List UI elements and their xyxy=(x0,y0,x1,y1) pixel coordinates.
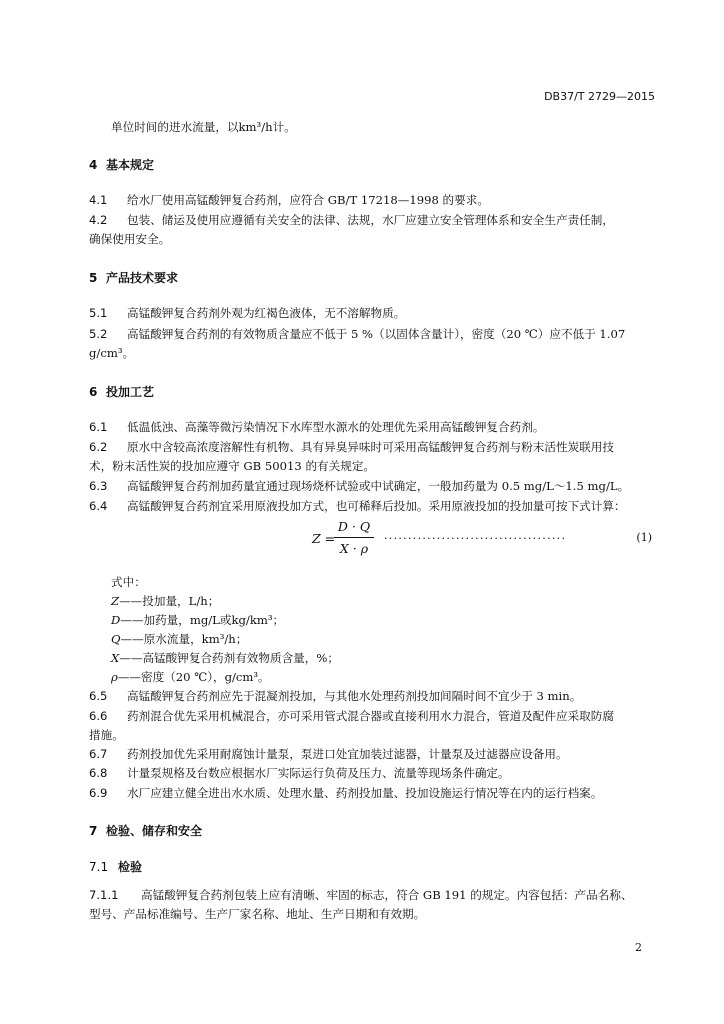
clause-text: 药剂投加优先采用耐腐蚀计量泵，泵进口处宜加装过滤器，计量泵及过滤器应设备用。 xyxy=(127,747,568,761)
formula-denominator: X · ρ xyxy=(339,541,369,556)
where-item-x xyxy=(111,651,339,666)
clause-4-2-continued: 确保使用安全。 xyxy=(89,232,171,246)
formula-numerator: D · Q xyxy=(337,519,371,534)
clause-5-2 xyxy=(89,327,625,342)
formula-leader-dots: ...................................... xyxy=(384,529,567,542)
clause-text: 高锰酸钾复合药剂宜采用原液投加方式，也可稀释后投加。采用原液投加的投加量可按下式计算： xyxy=(127,499,626,513)
formula-fraction xyxy=(334,519,374,557)
clause-text: 高锰酸钾复合药剂的有效物质含量应不低于 5 %（以固体含量计），密度（20 ℃）应不低于 1.07 xyxy=(127,327,626,341)
clause-5-1 xyxy=(89,306,405,321)
clause-number: 5.1 xyxy=(89,306,108,320)
clause-number: 6.1 xyxy=(89,420,108,434)
clause-6-6 xyxy=(89,709,614,724)
where-item-d xyxy=(111,613,284,628)
where-item-z xyxy=(111,594,219,609)
intro-line: 单位时间的进水流量，以km³/h计。 xyxy=(111,120,296,134)
clause-6-5 xyxy=(89,689,581,704)
fraction-bar xyxy=(334,537,374,538)
clause-4-1 xyxy=(89,193,489,208)
clause-number: 6.6 xyxy=(89,709,108,723)
where-label: 式中： xyxy=(111,575,146,589)
clause-5-2-continued: g/cm³。 xyxy=(89,346,135,360)
section-number: 7 xyxy=(89,824,98,838)
section-title: 产品技术要求 xyxy=(106,271,179,285)
document-code-header: DB37/T 2729—2015 xyxy=(544,90,655,103)
clause-7-1-1-continued: 型号、产品标准编号、生产厂家名称、地址、生产日期和有效期。 xyxy=(89,907,426,921)
clause-number: 6.9 xyxy=(89,786,108,800)
section-5-heading xyxy=(89,269,178,286)
subsection-7-1-heading xyxy=(89,858,142,875)
clause-text: 给水厂使用高锰酸钾复合药剂，应符合 GB/T 17218—1998 的要求。 xyxy=(127,193,489,207)
variable-description: ——加药量，mg/L或kg/km³； xyxy=(120,613,285,627)
clause-text: 低温低浊、高藻等微污染情况下水库型水源水的处理优先采用高锰酸钾复合药剂。 xyxy=(127,420,545,434)
clause-6-2-continued: 术，粉末活性炭的投加应遵守 GB 50013 的有关规定。 xyxy=(89,459,376,473)
clause-number: 6.8 xyxy=(89,766,108,780)
clause-text: 包装、储运及使用应遵循有关安全的法律、法规，水厂应建立安全管理体系和安全生产责任制， xyxy=(127,213,614,227)
section-number: 4 xyxy=(89,158,98,172)
clause-text: 高锰酸钾复合药剂外观为红褐色液体，无不溶解物质。 xyxy=(127,306,406,320)
clause-7-1-1 xyxy=(89,888,633,903)
variable-description: ——原水流量，km³/h； xyxy=(120,632,248,646)
clause-6-8 xyxy=(89,766,510,781)
clause-6-2 xyxy=(89,440,614,455)
clause-6-4 xyxy=(89,499,626,514)
clause-6-6-continued: 措施。 xyxy=(89,728,124,742)
section-6-heading xyxy=(89,383,154,400)
variable-symbol: Q xyxy=(111,632,121,646)
clause-text: 药剂混合优先采用机械混合，亦可采用管式混合器或直接利用水力混合，管道及配件应采取防腐 xyxy=(127,709,614,723)
clause-number: 4.2 xyxy=(89,213,108,227)
where-item-q xyxy=(111,632,247,647)
clause-number: 6.5 xyxy=(89,689,108,703)
variable-description: ——密度（20 ℃），g/cm³。 xyxy=(117,670,270,684)
section-number: 5 xyxy=(89,271,98,285)
dosage-formula xyxy=(312,519,652,565)
clause-number: 6.2 xyxy=(89,440,108,454)
clause-text: 高锰酸钾复合药剂加药量宜通过现场烧杯试验或中试确定，一般加药量为 0.5 mg/L～1.5 mg/L。 xyxy=(127,479,630,493)
clause-4-2 xyxy=(89,213,614,228)
subsection-number: 7.1 xyxy=(89,860,109,874)
clause-number: 7.1.1 xyxy=(89,888,119,902)
formula-lhs: Z = xyxy=(312,531,336,546)
formula-equation-number: (1) xyxy=(636,531,652,544)
clause-text: 原水中含较高浓度溶解性有机物、具有异臭异味时可采用高锰酸钾复合药剂与粉末活性炭联用技 xyxy=(127,440,614,454)
section-title: 基本规定 xyxy=(106,158,155,172)
where-item-rho xyxy=(111,670,270,685)
clause-6-3 xyxy=(89,479,629,494)
clause-number: 4.1 xyxy=(89,193,108,207)
clause-text: 高锰酸钾复合药剂包装上应有清晰、牢固的标志，符合 GB 191 的规定。内容包括：产品名称、 xyxy=(141,888,633,902)
clause-text: 水厂应建立健全进出水水质、处理水量、药剂投加量、投加设施运行情况等在内的运行档案。 xyxy=(127,786,603,800)
clause-text: 计量泵规格及台数应根据水厂实际运行负荷及压力、流量等现场条件确定。 xyxy=(127,766,510,780)
variable-description: ——投加量，L/h； xyxy=(119,594,220,608)
variable-symbol: Z xyxy=(111,594,120,608)
clause-number: 5.2 xyxy=(89,327,108,341)
section-7-heading xyxy=(89,822,202,839)
variable-symbol: D xyxy=(111,613,121,627)
page-number: 2 xyxy=(635,941,642,954)
clause-text: 高锰酸钾复合药剂应先于混凝剂投加，与其他水处理药剂投加间隔时间不宜少于 3 min。 xyxy=(127,689,582,703)
variable-symbol: X xyxy=(111,651,120,665)
section-title: 检验、储存和安全 xyxy=(106,824,203,838)
variable-symbol: ρ xyxy=(111,670,118,684)
section-title: 投加工艺 xyxy=(106,385,155,399)
clause-6-9 xyxy=(89,786,602,801)
subsection-title: 检验 xyxy=(118,860,143,874)
section-4-heading xyxy=(89,156,154,173)
clause-6-1 xyxy=(89,420,544,435)
clause-number: 6.4 xyxy=(89,499,108,513)
clause-number: 6.3 xyxy=(89,479,108,493)
clause-number: 6.7 xyxy=(89,747,108,761)
variable-description: ——高锰酸钾复合药剂有效物质含量，%； xyxy=(119,651,339,665)
clause-6-7 xyxy=(89,747,568,762)
section-number: 6 xyxy=(89,385,98,399)
